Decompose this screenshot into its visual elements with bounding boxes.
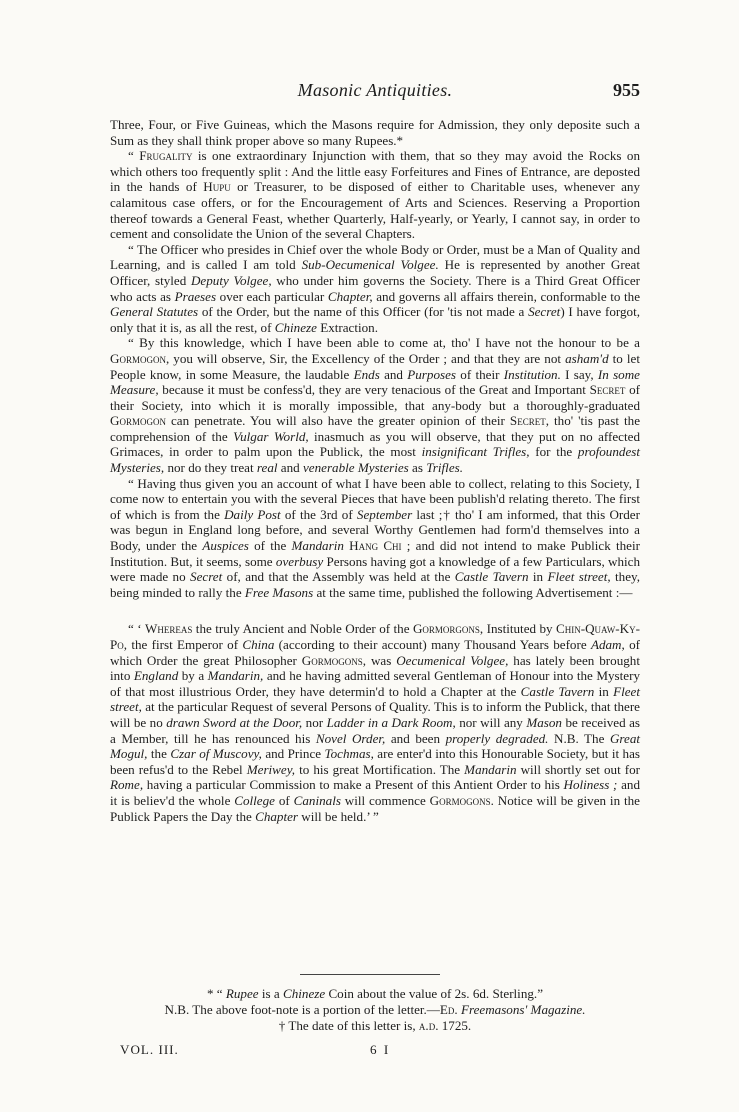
footnote-divider (300, 974, 440, 975)
footnote-date: † The date of this letter is, a.d. 1725. (278, 1017, 472, 1033)
signature-mark: 6 I (370, 1042, 391, 1057)
paragraph-3: “ The Officer who presides in Chief over the whole Body or Order, must be a Man of Quality and Learning, and is called I am told Sub-Oecumenical Volgee. He is represented by another Great Officer, styled Deputy Volgee, who under him governs the Society. There is a Third Great Officer who acts as Praeses over each particular Chapter, and governs all affairs therein, conformable to the General Statutes of the Order, but the name of this Officer (for 'tis not made a Secret) I have forgot, only that it is, as all the rest, of Chineze Extraction. (110, 241, 641, 335)
page-header (110, 80, 640, 108)
body-text (110, 117, 640, 824)
footnote-rupee: * “ Rupee is a Chineze Coin about the value of 2s. 6d. Sterling.” (206, 986, 544, 1001)
p1-text: Three, Four, or Five Guineas, which the Masons require for Admission, they only deposite such a Sum as they shall think proper above so many Rupees.* (110, 117, 640, 148)
footnote-editor-note: N.B. The above foot-note is a portion of the letter.—Ed. Freemasons' Magazine. (164, 1001, 586, 1017)
footnotes (110, 986, 640, 1033)
paragraph-4: “ By this knowledge, which I have been able to come at, tho' I have not the honour to be a Gormogon, you will observe, Sir, the Excellency of the Order ; and that they are not asham'd to let People know, in some Measure, the laudable Ends and Purposes of their Institution. I say, In some Measure, because it must be confess'd, they are very tenacious of the Great and Important Secret of their Society, into which it is morally impossible, that any-body but a thoroughly-graduated Gormogon can penetrate. You will also have the greater opinion of their Secret, tho' 'tis past the comprehension of the Vulgar World, inasmuch as you will observe, that they put on no affected Grimaces, in order to palm upon the Publick, the most insignificant Trifles, for the profoundest Mysteries, nor do they treat real and venerable Mysteries as Trifles. (110, 335, 640, 476)
running-title: Masonic Antiquities. (297, 80, 453, 100)
paragraph-2: “ Frugality is one extraordinary Injunction with them, that so they may avoid the Rocks on which others too frequently split : And the little easy Forfeitures and Fines of Entrance, are deposted in the hands of Hupu or Treasurer, to be disposed of either to Charitable uses, whenever any calamitous case offers, or for the Encouragement of Arts and Sciences. Reserving a Proportion thereof towards a General Feast, whether Quarterly, Half-yearly, or Yearly, I cannot say, in order to cement and consolidate the Union of the several Chapters. (110, 148, 641, 242)
advertisement-quote: “ ‘ Whereas the truly Ancient and Noble Order of the Gormorgons, Instituted by Chin-Quaw-Ky-Po, the first Emperor of China (according to their account) many Thousand Years before Adam, of which Order the great Philosopher Gormogons, was Oecumenical Volgee, has lately been brought into England by a Mandarin, and he having admitted several Gentleman of Honour into the Mystery of that most illustrious Order, they have determin'd to hold a Chapter at the Castle Tavern in Fleet street, at the particular Request of several Persons of Quality. This is to inform the Publick, that there will be no drawn Sword at the Door, nor Ladder in a Dark Room, nor will any Mason be received as a Member, till he has renounced his Novel Order, and been properly degraded. N.B. The Great Mogul, the Czar of Muscovy, and Prince Tochmas, are enter'd into this Honourable Society, but it has been refus'd to the Rebel Meriwey, to his great Mortification. The Mandarin will shortly set out for Rome, having a particular Commission to make a Present of this Antient Order to his Holiness ; and it is believ'd the whole College of Caninals will commence Gormogons. Notice will be given in the Publick Papers the Day the Chapter will be held.’ ” (110, 621, 641, 824)
paragraph-5: “ Having thus given you an account of what I have been able to collect, relating to this Society, I come now to entertain you with the several Pieces that have been publish'd relating thereto. The first of which is from the Daily Post of the 3rd of September last ;† tho' I am informed, that this Order was begun in England long before, and several Worthy Gentlemen had form'd themselves into a Body, under the Auspices of the Mandarin Hang Chi ; and did not intend to make Publick their Institution. But, it seems, some overbusy Persons having got a knowledge of a few Particulars, which were made no Secret of, and that the Assembly was held at the Castle Tavern in Fleet street, they, being minded to rally the Free Masons at the same time, published the following Advertisement :— (110, 475, 640, 600)
paragraph-1 (110, 117, 640, 148)
hupu-term: Hupu (203, 179, 231, 195)
frugality-term: Frugality (139, 148, 193, 164)
page-number: 955 (613, 80, 640, 100)
volume-label: VOL. III. (120, 1042, 179, 1057)
